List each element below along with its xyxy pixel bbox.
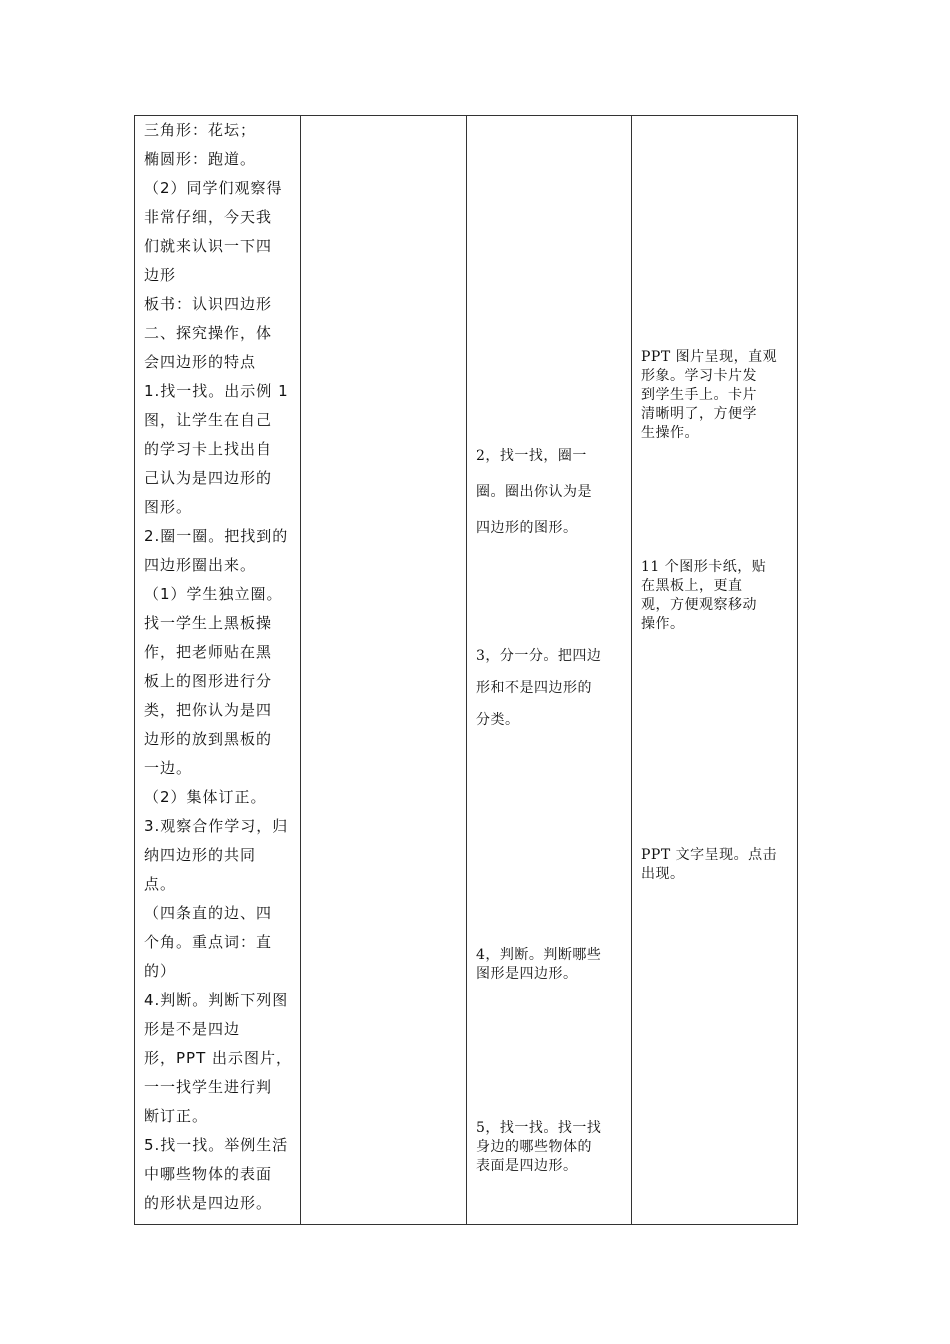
- student-line: 形和不是四边形的: [476, 680, 592, 696]
- student-line: 分类。: [476, 712, 520, 728]
- process-line: 点。: [144, 875, 177, 893]
- process-line: 形是不是四边: [144, 1020, 241, 1038]
- student-line: 圈。圈出你认为是: [476, 484, 592, 500]
- media-note-2: [641, 558, 791, 634]
- student-step-4: [476, 946, 626, 984]
- lesson-plan-table: [134, 115, 798, 1225]
- process-line: 一边。: [144, 759, 193, 777]
- student-line: 图形是四边形。: [476, 966, 578, 982]
- media-line: 到学生手上。卡片: [641, 387, 757, 403]
- process-line: 椭圆形：跑道。: [144, 150, 257, 168]
- process-line: 己认为是四边形的: [144, 469, 273, 487]
- process-line: 1.找一找。出示例 1: [144, 382, 289, 400]
- media-line: 在黑板上，更直: [641, 578, 743, 594]
- process-line: 板书：认识四边形: [144, 295, 273, 313]
- media-line: 出现。: [641, 866, 685, 882]
- process-line: 5.找一找。举例生活: [144, 1136, 289, 1154]
- process-line: 找一学生上黑板操: [144, 614, 273, 632]
- media-line: PPT 文字呈现。点击: [641, 847, 778, 863]
- process-line: 们就来认识一下四: [144, 237, 273, 255]
- process-line: 2.圈一圈。把找到的: [144, 527, 289, 545]
- process-line: 纳四边形的共同: [144, 846, 257, 864]
- process-line: 一一找学生进行判: [144, 1078, 273, 1096]
- teacher-activity-column: [301, 116, 466, 1224]
- process-line: （1）学生独立圈。: [144, 585, 283, 603]
- student-step-3: [476, 640, 626, 736]
- student-line: 5，找一找。找一找: [476, 1120, 602, 1136]
- process-line: 图形。: [144, 498, 193, 516]
- media-line: PPT 图片呈现，直观: [641, 349, 778, 365]
- process-line: 三角形：花坛；: [144, 121, 257, 139]
- process-line: 断订正。: [144, 1107, 209, 1125]
- student-line: 四边形的图形。: [476, 520, 578, 536]
- media-line: 清晰明了，方便学: [641, 406, 757, 422]
- student-line: 4，判断。判断哪些: [476, 947, 602, 963]
- process-line: 类，把你认为是四: [144, 701, 273, 719]
- process-line: 的形状是四边形。: [144, 1194, 273, 1212]
- process-line: 中哪些物体的表面: [144, 1165, 273, 1183]
- teaching-process-column: [144, 116, 294, 1218]
- process-line: 个角。重点词：直: [144, 933, 273, 951]
- process-line: （2）集体订正。: [144, 788, 267, 806]
- process-line: 板上的图形进行分: [144, 672, 273, 690]
- student-line: 2，找一找，圈一: [476, 448, 587, 464]
- process-line: 的）: [144, 962, 177, 980]
- process-line: 图，让学生在自己: [144, 411, 273, 429]
- process-line: （四条直的边、四: [144, 904, 273, 922]
- process-line: 边形: [144, 266, 177, 284]
- process-line: 二、探究操作，体: [144, 324, 273, 342]
- process-line: 边形的放到黑板的: [144, 730, 273, 748]
- media-note-3: [641, 846, 791, 884]
- student-line: 表面是四边形。: [476, 1158, 578, 1174]
- process-line: 3.观察合作学习，归: [144, 817, 289, 835]
- process-line: 的学习卡上找出自: [144, 440, 273, 458]
- student-activity-column: [467, 116, 631, 1224]
- student-line: 身边的哪些物体的: [476, 1139, 592, 1155]
- process-line: 非常仔细，今天我: [144, 208, 273, 226]
- student-step-5: [476, 1119, 626, 1176]
- media-line: 观，方便观察移动: [641, 597, 757, 613]
- media-column: [632, 116, 798, 1224]
- process-line: 作，把老师贴在黑: [144, 643, 273, 661]
- media-line: 11 个图形卡纸，贴: [641, 559, 767, 575]
- media-line: 操作。: [641, 616, 685, 632]
- process-line: 四边形圈出来。: [144, 556, 257, 574]
- student-step-2: [476, 438, 626, 546]
- media-note-1: [641, 348, 791, 443]
- process-line: （2）同学们观察得: [144, 179, 283, 197]
- process-line: 形，PPT 出示图片，: [144, 1049, 293, 1067]
- media-line: 形象。学习卡片发: [641, 368, 757, 384]
- process-line: 4.判断。判断下列图: [144, 991, 289, 1009]
- student-line: 3，分一分。把四边: [476, 648, 602, 664]
- media-line: 生操作。: [641, 425, 699, 441]
- process-line: 会四边形的特点: [144, 353, 257, 371]
